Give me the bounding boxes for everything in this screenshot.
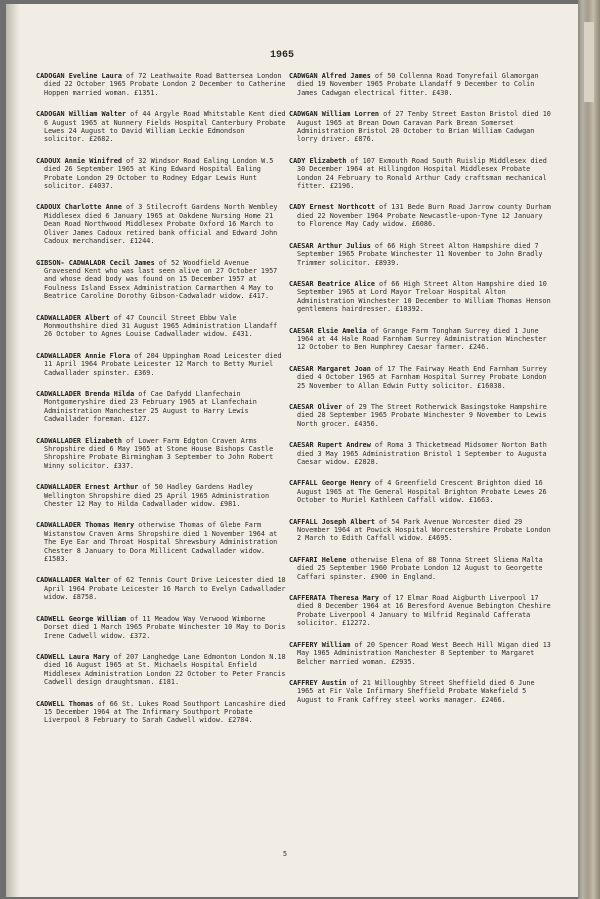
right-column — [289, 72, 553, 717]
entry-text: of 54 Park Avenue Worcester died 29 November 1964 at Powick Hospital Worcestershire Probate London 2 March to Edith Caffall widow. £4695. — [297, 517, 551, 543]
entry-heading: CAESAR Rupert Andrew — [289, 441, 371, 450]
entry-text: of 47 Council Street Ebbw Vale Monmouthshire died 31 August 1965 Administration Llandaff 26 October to Agnes Louise Cadwallader widow. £431. — [44, 313, 278, 339]
entry-heading: CADY Elizabeth — [289, 156, 347, 165]
entry-heading: CADOUX Annie Winifred — [36, 156, 122, 165]
entry-text: of 62 Tennis Court Drive Leicester died 18 April 1964 Probate Leicester 16 March to Evelyn Cadwallader widow. £8758. — [44, 576, 286, 602]
entry-text: of 204 Uppingham Road Leicester died 11 April 1964 Probate Leicester 12 March to Betty Muriel Cadwallader spinster. £369. — [44, 351, 282, 377]
entry-text: of 52 Woodfield Avenue Gravesend Kent who was last seen alive on 27 October 1957 and whose dead body was found on 15 December 1957 at Foulness Island Essex Administration Carmarthen 4 May to Beatrice Caroline Dorothy Gibson-Cadwaladr widow. £417. — [44, 258, 278, 301]
probate-entry — [36, 483, 286, 508]
probate-entry — [289, 242, 553, 267]
entry-heading: CAFFREY Austin — [289, 678, 347, 687]
probate-entry — [36, 653, 286, 687]
page-year-heading: 1965 — [269, 50, 294, 61]
entry-heading: CADWELL George William — [36, 614, 127, 623]
entry-heading: CADWALLADER Albert — [36, 313, 110, 322]
entry-text: of 50 Hadley Gardens Hadley Wellington Shropshire died 25 April 1965 Administration Chester 12 May to Hilda Cadwallader widow. £981. — [44, 483, 270, 509]
entry-heading: CADWGAN Alfred James — [289, 72, 371, 80]
entry-heading: CAFFARI Helene — [289, 555, 347, 564]
probate-entry — [289, 203, 553, 228]
entry-text: of 29 The Street Rotherwick Basingstoke Hampshire died 28 September 1965 Probate Winchester 9 November to Lewis North grocer. £4356. — [297, 402, 547, 428]
entry-text: of 4 Greenfield Crescent Brighton died 16 August 1965 at The General Hospital Brighton Probate Lewes 26 October to Muriel Kathleen Caffall widow. £1663. — [297, 479, 547, 505]
probate-entry — [289, 327, 553, 352]
probate-entry — [289, 280, 553, 314]
entry-text: of 27 Tenby Street Easton Bristol died 10 August 1965 at Brean Down Caravan Park Brean Somerset Administration Bristol 20 October to Brian William Cadwgan lorry driver. £876. — [297, 110, 551, 144]
entry-heading: CAFFERY William — [289, 640, 351, 649]
entry-heading: CADWELL Laura Mary — [36, 652, 110, 661]
probate-entry — [36, 576, 286, 601]
book-edge — [578, 0, 600, 899]
probate-entry — [289, 518, 553, 543]
probate-entry — [36, 259, 286, 301]
entry-text: of 20 Spencer Road West Beech Hill Wigan died 13 May 1965 Administration Manchester 8 September to Margaret Belcher married woman. £2935. — [297, 640, 551, 666]
entry-heading: CADWALLADER Ernest Arthur — [36, 483, 139, 492]
entry-heading: CAFFERATA Theresa Mary — [289, 594, 380, 603]
entry-text: of 72 Leathwaite Road Battersea London died 22 October 1965 Probate London 2 December to Catherine Hoppen married woman. £1351. — [44, 72, 286, 97]
probate-entry — [36, 615, 286, 640]
entry-text: of 32 Windsor Road Ealing London W.5 died 26 September 1965 at King Edward Hospital Ealing Probate London 29 October to Rodney Edgar Lewis Hunt solicitor. £4037. — [44, 156, 274, 191]
entry-heading: CAESAR Elsie Amelia — [289, 326, 367, 335]
entry-heading: CADWALLADER Annie Flora — [36, 351, 131, 360]
probate-entry — [36, 203, 286, 245]
entry-text: of 17 The Fairway Heath End Farnham Surrey died 4 October 1965 at Farnham Hospital Surrey Probate London 25 November to Allan Edwin Futty solicitor. £16038. — [297, 364, 547, 390]
probate-entry — [289, 110, 553, 144]
probate-entry — [36, 110, 286, 144]
page-edge-tab — [584, 22, 594, 102]
probate-entry — [289, 594, 553, 628]
binding-gutter — [6, 4, 20, 897]
probate-entry — [289, 72, 553, 97]
entry-heading: GIBSON- CADWALADR Cecil James — [36, 258, 155, 267]
entry-heading: CADWALLADER Brenda Hilda — [36, 389, 135, 398]
page-number: 5 — [282, 850, 288, 858]
entry-heading: CADWELL Thomas — [36, 699, 94, 708]
probate-entry — [289, 157, 553, 191]
probate-entry — [289, 441, 553, 466]
entry-text: of 66 High Street Alton Hampshire died 7 September 1965 Probate Winchester 11 November to John Bradly Trimmer solicitor. £8939. — [297, 241, 543, 267]
entry-text: of 44 Argyle Road Whitstable Kent died 6 August 1965 at Nunnery Fields Hospital Canterbury Probate Lewes 24 August to David William Leckie Edmondson solicitor. £2682. — [44, 110, 286, 144]
probate-entry — [289, 365, 553, 390]
left-column — [36, 72, 286, 738]
entry-text: of 11 Meadow Way Verwood Wimborne Dorset died 1 March 1965 Probate Winchester 10 May to Doris Irene Cadwell widow. £372. — [44, 614, 286, 640]
entry-text: of 131 Bede Burn Road Jarrow county Durham died 22 November 1964 Probate Newcastle-upon-Tyne 12 January to Florence May Cady widow. £6086. — [297, 203, 551, 229]
entry-text: of 107 Exmouth Road South Ruislip Middlesex died 30 December 1964 at Hillingdon Hospital Middlesex Probate London 24 February to Ronald Arthur Cady craftsman mechanical fitter. £2196. — [297, 156, 547, 191]
entry-heading: CAFFALL George Henry — [289, 479, 371, 488]
probate-entry — [36, 157, 286, 191]
probate-entry — [36, 72, 286, 97]
entry-text: of 3 Stilecroft Gardens North Wembley Middlesex died 6 January 1965 at Oakdene Nursing Home 21 Dean Road Northwood Middlesex Probate Oxford 16 March to Oliver James Cadoux retired bank official and Edward John Cadoux merchandiser. £1244. — [44, 203, 278, 246]
entry-heading: CADWALLADER Thomas Henry — [36, 521, 135, 530]
probate-entry — [289, 403, 553, 428]
probate-entry — [289, 679, 553, 704]
entry-heading: CADOGAN William Walter — [36, 110, 127, 119]
entry-text: of 17 Elmar Road Aigburth Liverpool 17 died 8 December 1964 at 16 Beresford Avenue Bebington Cheshire Probate Liverpool 4 January to Wilfrid Reginald Cafferata solicitor. £12272. — [297, 594, 551, 628]
probate-entry — [36, 700, 286, 725]
probate-entry — [289, 479, 553, 504]
entry-heading: CAESAR Oliver — [289, 402, 343, 411]
probate-entry — [36, 437, 286, 471]
entry-heading: CADOUX Charlotte Anne — [36, 203, 122, 212]
entry-text: of 207 Langhedge Lane Edmonton London N.18 died 16 August 1965 at St. Michaels Hospital Enfield Middlesex Administration London 22 October to Peter Francis Cadwell design draughtsman. £181. — [44, 652, 286, 687]
entry-heading: CADWGAN William Lorren — [289, 110, 380, 119]
probate-entry — [289, 641, 553, 666]
entry-text: otherwise Elena of 88 Tonna Street Sliema Malta died 25 September 1960 Probate London 12 August to Georgette Caffari spinster. £900 in England. — [297, 555, 543, 581]
entry-text: of Cae Dafydd Llanfechain Montgomeryshire died 23 February 1965 at Llanfechain Administration Manchester 25 August to Harry Lewis Cadwallader foreman. £127. — [44, 389, 257, 424]
entry-text: of 66 St. Lukes Road Southport Lancashire died 15 December 1964 at The Infirmary Southport Probate Liverpool 8 February to Sarah Cadwell widow. £2784. — [44, 699, 286, 725]
entry-heading: CADWALLADER Walter — [36, 576, 110, 585]
probate-entry — [36, 314, 286, 339]
entry-heading: CAESAR Beatrice Alice — [289, 279, 375, 288]
probate-entry — [36, 390, 286, 424]
entry-heading: CAFFALL Joseph Albert — [289, 517, 375, 526]
entry-text: of 50 Collenna Road Tonyrefail Glamorgan died 19 November 1965 Probate Llandaff 9 December to Colin James Cadwgan electrical fitter. £430. — [297, 72, 539, 97]
probate-entry — [36, 521, 286, 563]
probate-entry — [36, 352, 286, 377]
entry-text: otherwise Thomas of Glebe Farm Wistanstow Craven Arms Shropshire died 1 November 1964 at The Eye Ear and Throat Hospital Shrewsbury Administration Chester 8 January to Dora Millicent Cadwallader widow. £1583. — [44, 521, 278, 564]
entry-heading: CAESAR Margaret Joan — [289, 364, 371, 373]
entry-text: of 66 High Street Alton Hampshire died 10 September 1965 at Lord Mayor Treloar Hospital Alton Administration Winchester 10 December to William Thomas Henson gentlemens hairdresser. £10392. — [297, 279, 551, 314]
entry-heading: CADOGAN Eveline Laura — [36, 72, 122, 80]
entry-text: of Lower Farm Edgton Craven Arms Shropshire died 6 May 1965 at Stone House Bishops Castle Shropshire Probate Birmingham 3 September to John Robert Winny solicitor. £337. — [44, 436, 274, 470]
entry-heading: CAESAR Arthur Julius — [289, 241, 371, 250]
entry-text: of Roma 3 Thicketmead Midsomer Norton Bath died 3 May 1965 Administration Bristol 1 September to Augusta Caesar widow. £2828. — [297, 441, 547, 466]
entry-text: of Grange Farm Tongham Surrey died 1 June 1964 at 44 Hale Road Farnham Surrey Administration Winchester 12 October to Ben Humphrey Caesar farmer. £246. — [297, 326, 547, 352]
entry-heading: CADY Ernest Northcott — [289, 203, 375, 212]
entry-text: of 21 Willoughby Street Sheffield died 6 June 1965 at Fir Vale Infirmary Sheffield Probate Wakefield 5 August to Frank Caffrey steel works manager. £2466. — [297, 678, 535, 704]
probate-entry — [289, 556, 553, 581]
entry-heading: CADWALLADER Elizabeth — [36, 436, 122, 445]
